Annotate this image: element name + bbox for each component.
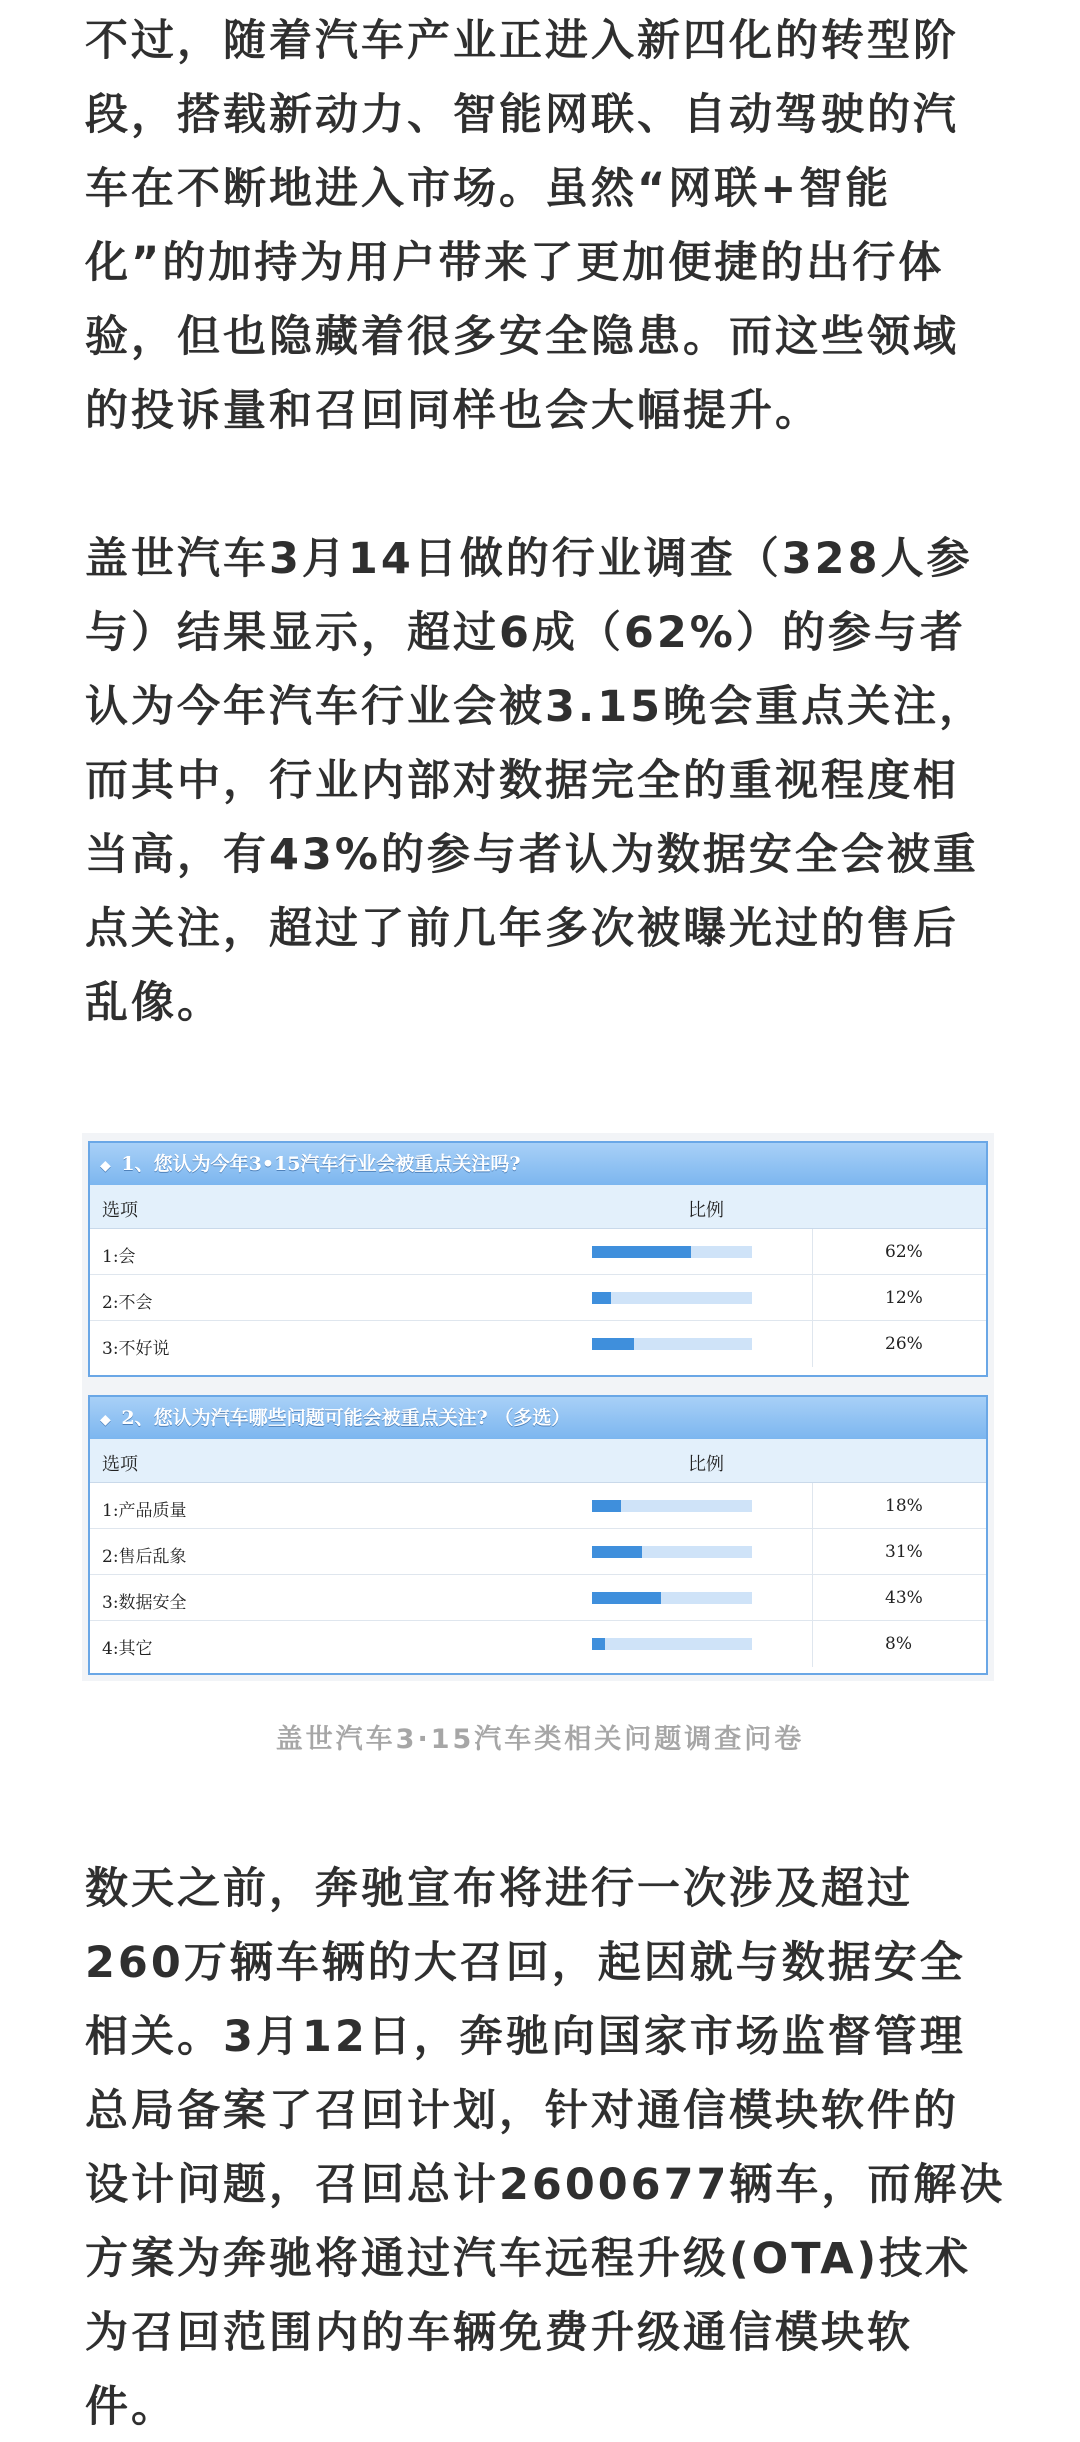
survey-question-2 [88,1395,988,1675]
option-percent: 12% [885,1288,923,1308]
text-line: 260万辆车辆的大召回，起因就与数据安全 [85,1938,966,1988]
ratio-bar-track [592,1292,752,1304]
survey-figure [82,1133,994,1681]
column-divider [812,1321,813,1367]
text-line: 化”的加持为用户带来了更加便捷的出行体 [85,238,945,288]
text-line: 验，但也隐藏着很多安全隐患。而这些领域 [85,312,959,362]
column-divider [812,1275,813,1320]
survey-option-row [90,1275,986,1321]
ratio-bar-fill [592,1292,611,1304]
ratio-bar-fill [592,1592,661,1604]
text-line: 点关注，超过了前几年多次被曝光过的售后 [85,904,959,954]
text-line: 为召回范围内的车辆免费升级通信模块软 [85,2308,913,2358]
col-option: 选项 [102,1200,138,1221]
option-label: 2:售后乱象 [102,1547,187,1567]
text-line: 的投诉量和召回同样也会大幅提升。 [85,386,821,436]
column-header-row [90,1439,986,1483]
paragraph-industry-transition [85,4,995,448]
text-line: 件。 [85,2382,177,2432]
ratio-bar-track [592,1246,752,1258]
option-percent: 31% [885,1542,923,1562]
text-line: 盖世汽车3月14日做的行业调查（328人参 [85,534,973,584]
ratio-bar-track [592,1338,752,1350]
ratio-bar-track [592,1638,752,1650]
paragraph-survey-results [85,522,995,1040]
text-line: 方案为奔驰将通过汽车远程升级(OTA)技术 [85,2234,972,2284]
option-label: 3:不好说 [102,1339,170,1359]
diamond-icon: ◆ [100,1412,111,1428]
question-title: 1、您认为今年3•15汽车行业会被重点关注吗? [121,1153,521,1175]
option-label: 1:产品质量 [102,1501,187,1521]
column-divider [812,1229,813,1274]
text-line: 与）结果显示，超过6成（62%）的参与者 [85,608,966,658]
ratio-bar-fill [592,1546,642,1558]
option-label: 3:数据安全 [102,1593,187,1613]
text-line: 设计问题，召回总计2600677辆车，而解决 [85,2160,1006,2210]
text-line: 不过，随着汽车产业正进入新四化的转型阶 [85,16,959,66]
option-percent: 26% [885,1334,923,1354]
survey-option-row [90,1621,986,1667]
option-percent: 43% [885,1588,923,1608]
column-header-row [90,1185,986,1229]
question-header [90,1143,986,1185]
col-option: 选项 [102,1454,138,1475]
ratio-bar-fill [592,1338,634,1350]
column-divider [812,1529,813,1574]
text-line: 当高，有43%的参与者认为数据安全会被重 [85,830,979,880]
figure-caption: 盖世汽车3·15汽车类相关问题调查问卷 [275,1724,805,1755]
option-percent: 18% [885,1496,923,1516]
text-line: 车在不断地进入市场。虽然“网联+智能 [85,164,892,214]
col-ratio: 比例 [688,1200,724,1221]
text-line: 认为今年汽车行业会被3.15晚会重点关注， [85,682,986,732]
question-header [90,1397,986,1439]
question-title: 2、您认为汽车哪些问题可能会被重点关注? （多选） [121,1407,571,1429]
ratio-bar-track [592,1592,752,1604]
survey-option-row [90,1321,986,1367]
option-percent: 62% [885,1242,923,1262]
column-divider [812,1575,813,1620]
option-label: 4:其它 [102,1639,153,1659]
column-divider [812,1483,813,1528]
ratio-bar-fill [592,1638,605,1650]
ratio-bar-track [592,1546,752,1558]
paragraph-benz-recall [85,1852,1006,2442]
survey-option-row [90,1575,986,1621]
text-line: 总局备案了召回计划，针对通信模块软件的 [85,2086,959,2136]
text-line: 相关。3月12日，奔驰向国家市场监督管理 [85,2012,966,2062]
text-line: 数天之前，奔驰宣布将进行一次涉及超过 [85,1864,913,1914]
ratio-bar-fill [592,1500,621,1512]
text-line: 而其中，行业内部对数据完全的重视程度相 [85,756,959,806]
ratio-bar-fill [592,1246,691,1258]
text-line: 段，搭载新动力、智能网联、自动驾驶的汽 [85,90,959,140]
option-percent: 8% [885,1634,912,1654]
option-label: 1:会 [102,1247,136,1267]
survey-option-row [90,1529,986,1575]
option-label: 2:不会 [102,1293,153,1313]
survey-option-row [90,1483,986,1529]
diamond-icon: ◆ [100,1158,111,1174]
text-line: 乱像。 [85,978,223,1028]
ratio-bar-track [592,1500,752,1512]
col-ratio: 比例 [688,1454,724,1475]
survey-question-1 [88,1141,988,1377]
column-divider [812,1621,813,1667]
survey-option-row [90,1229,986,1275]
